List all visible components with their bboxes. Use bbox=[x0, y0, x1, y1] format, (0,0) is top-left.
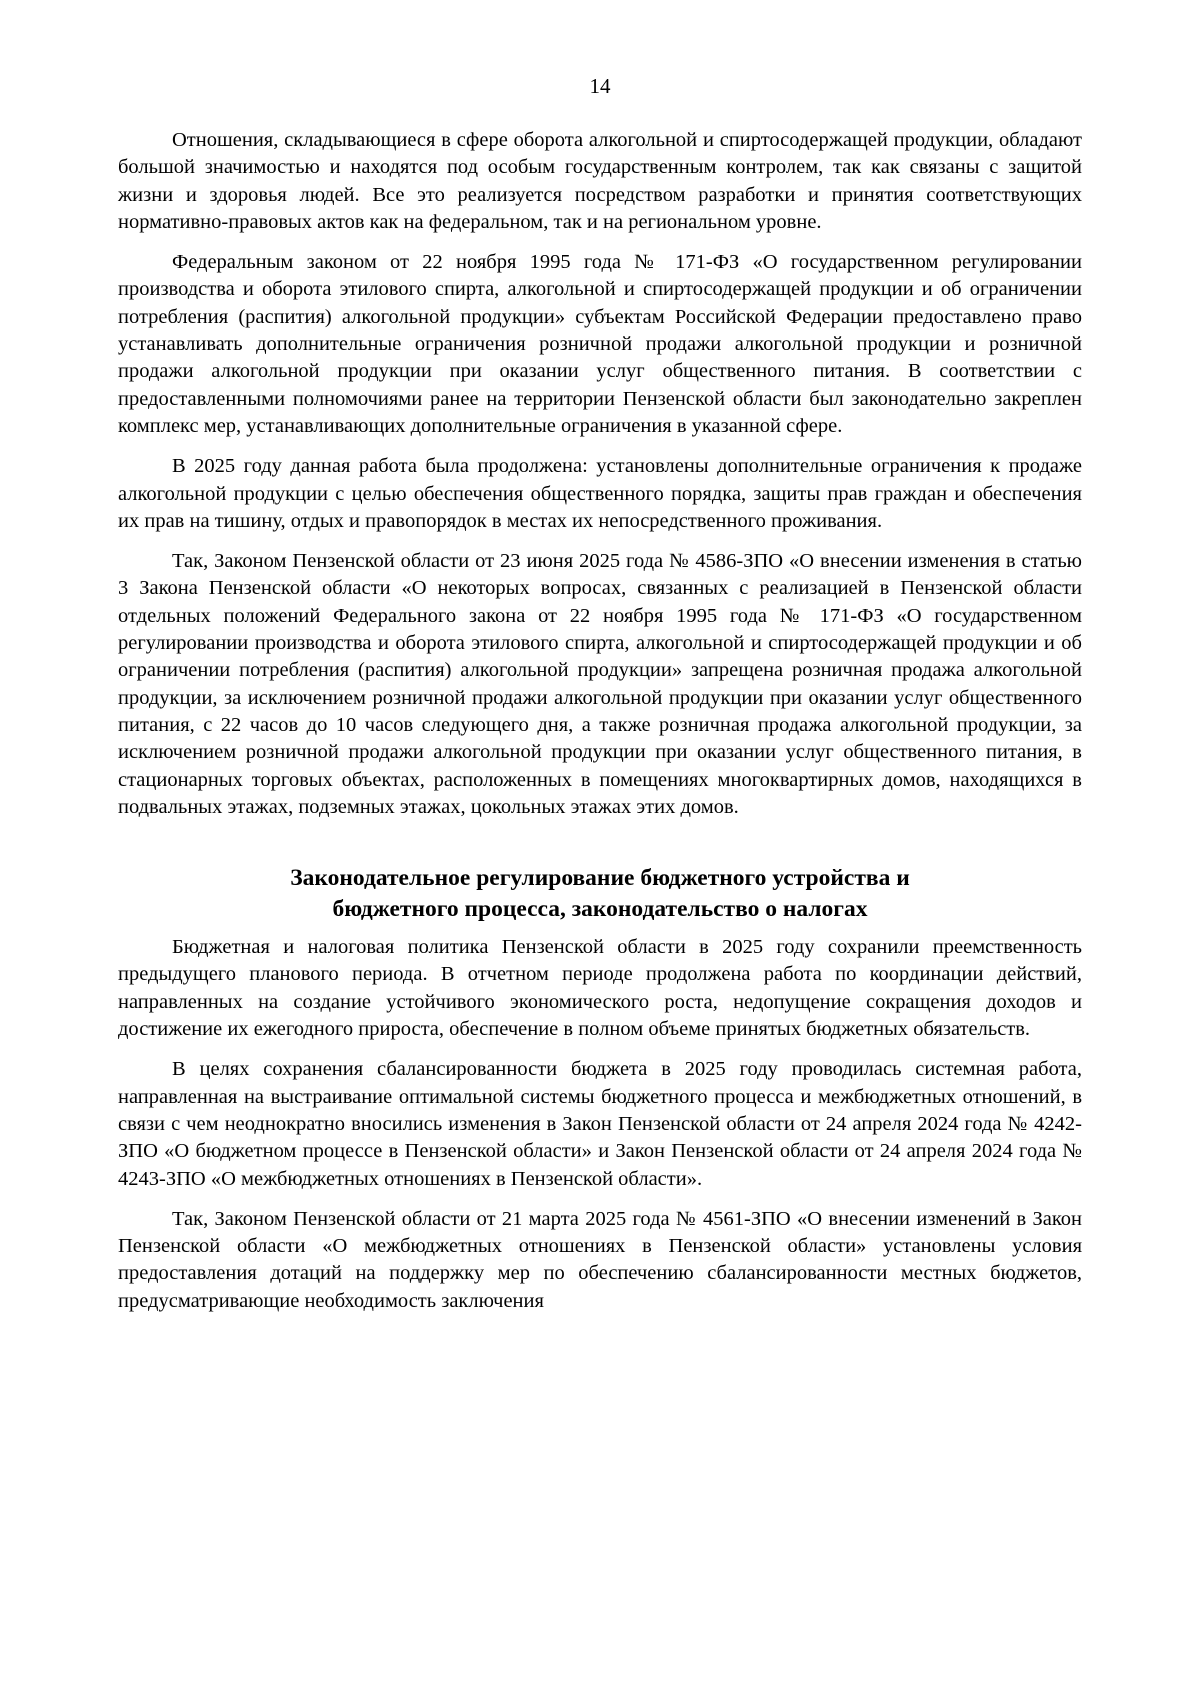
paragraph-2025-restrictions: В 2025 году данная работа была продолжена: установлены дополнительные ограничения к продаже алкогольной продукции с целью обеспечения общественного порядка, защиты прав граждан и обеспечения их прав на тишину, отдых и правопорядок в местах их непосредственного проживания. bbox=[118, 455, 1082, 532]
paragraph-law-4561: Так, Законом Пензенской области от 21 марта 2025 года № 4561-ЗПО «О внесении изменений в Закон Пензенской области «О межбюджетных отношениях в Пензенской области» установлены условия предоставления дотаций на поддержку мер по обеспечению сбалансированности местных бюджетов, предусматривающие необходимость заключения bbox=[118, 1207, 1082, 1312]
paragraph-alcohol-intro: Отношения, складывающиеся в сфере оборота алкогольной и спиртосодержащей продукции, обладают большой значимостью и находятся под особым государственным контролем, так как связаны с защитой жизни и здоровья людей. Все это реализуется посредством разработки и принятия соответствующих нормативно-правовых актов как на федеральном, так и на региональном уровне. bbox=[118, 129, 1082, 233]
section-heading-line-1: Законодательное регулирование бюджетного устройства и bbox=[290, 865, 910, 892]
paragraph-law-4586: Так, Законом Пензенской области от 23 июня 2025 года № 4586-ЗПО «О внесении изменения в статью 3 Закона Пензенской области «О некоторых вопросах, связанных с реализацией в Пензенской области отдельных положений Федерального закона от 22 ноября 1995 года № 171-ФЗ «О государственном регулировании производства и оборота этилового спирта, алкогольной и спиртосодержащей продукции и об ограничении потребления (распития) алкогольной продукции» запрещена розничная продажа алкогольной продукции, за исключением розничной продажи алкогольной продукции при оказании услуг общественного питания, с 22 часов до 10 часов следующего дня, а также розничная продажа алкогольной продукции, за исключением розничной продажи алкогольной продукции при оказании услуг общественного питания, в стационарных торговых объектах, расположенных в помещениях многоквартирных домов, находящихся в подвальных этажах, подземных этажах, цокольных этажах этих домов. bbox=[118, 550, 1082, 818]
paragraph-federal-law-171: Федеральным законом от 22 ноября 1995 года № 171-ФЗ «О государственном регулировании производства и оборота этилового спирта, алкогольной и спиртосодержащей продукции и об ограничении потребления (распития) алкогольной продукции» субъектам Российской Федерации предоставлено право устанавливать дополнительные ограничения розничной продажи алкогольной продукции и розничной продажи алкогольной продукции при оказании услуг общественного питания. В соответствии с предоставленными полномочиями ранее на территории Пензенской области был законодательно закреплен комплекс мер, устанавливающих дополнительные ограничения в указанной сфере. bbox=[118, 251, 1082, 437]
paragraph-budget-balance: В целях сохранения сбалансированности бюджета в 2025 году проводилась системная работа, направленная на выстраивание оптимальной системы бюджетного процесса и межбюджетных отношений, в связи с чем неоднократно вносились изменения в Закон Пензенской области от 24 апреля 2024 года № 4242-ЗПО «О бюджетном процессе в Пензенской области» и Закон Пензенской области от 24 апреля 2024 года № 4243-ЗПО «О межбюджетных отношениях в Пензенской области». bbox=[118, 1058, 1082, 1190]
section-heading-budget bbox=[118, 863, 1082, 925]
paragraph-budget-policy: Бюджетная и налоговая политика Пензенской области в 2025 году сохранили преемственность предыдущего планового периода. В отчетном периоде продолжена работа по координации действий, направленных на создание устойчивого экономического роста, недопущение сокращения доходов и достижение их ежегодного прироста, обеспечение в полном объеме принятых бюджетных обязательств. bbox=[118, 936, 1082, 1041]
page-content bbox=[118, 127, 1082, 1328]
section-heading-line-2: бюджетного процесса, законодательство о налогах bbox=[332, 896, 868, 923]
page-number: 14 bbox=[589, 74, 611, 98]
